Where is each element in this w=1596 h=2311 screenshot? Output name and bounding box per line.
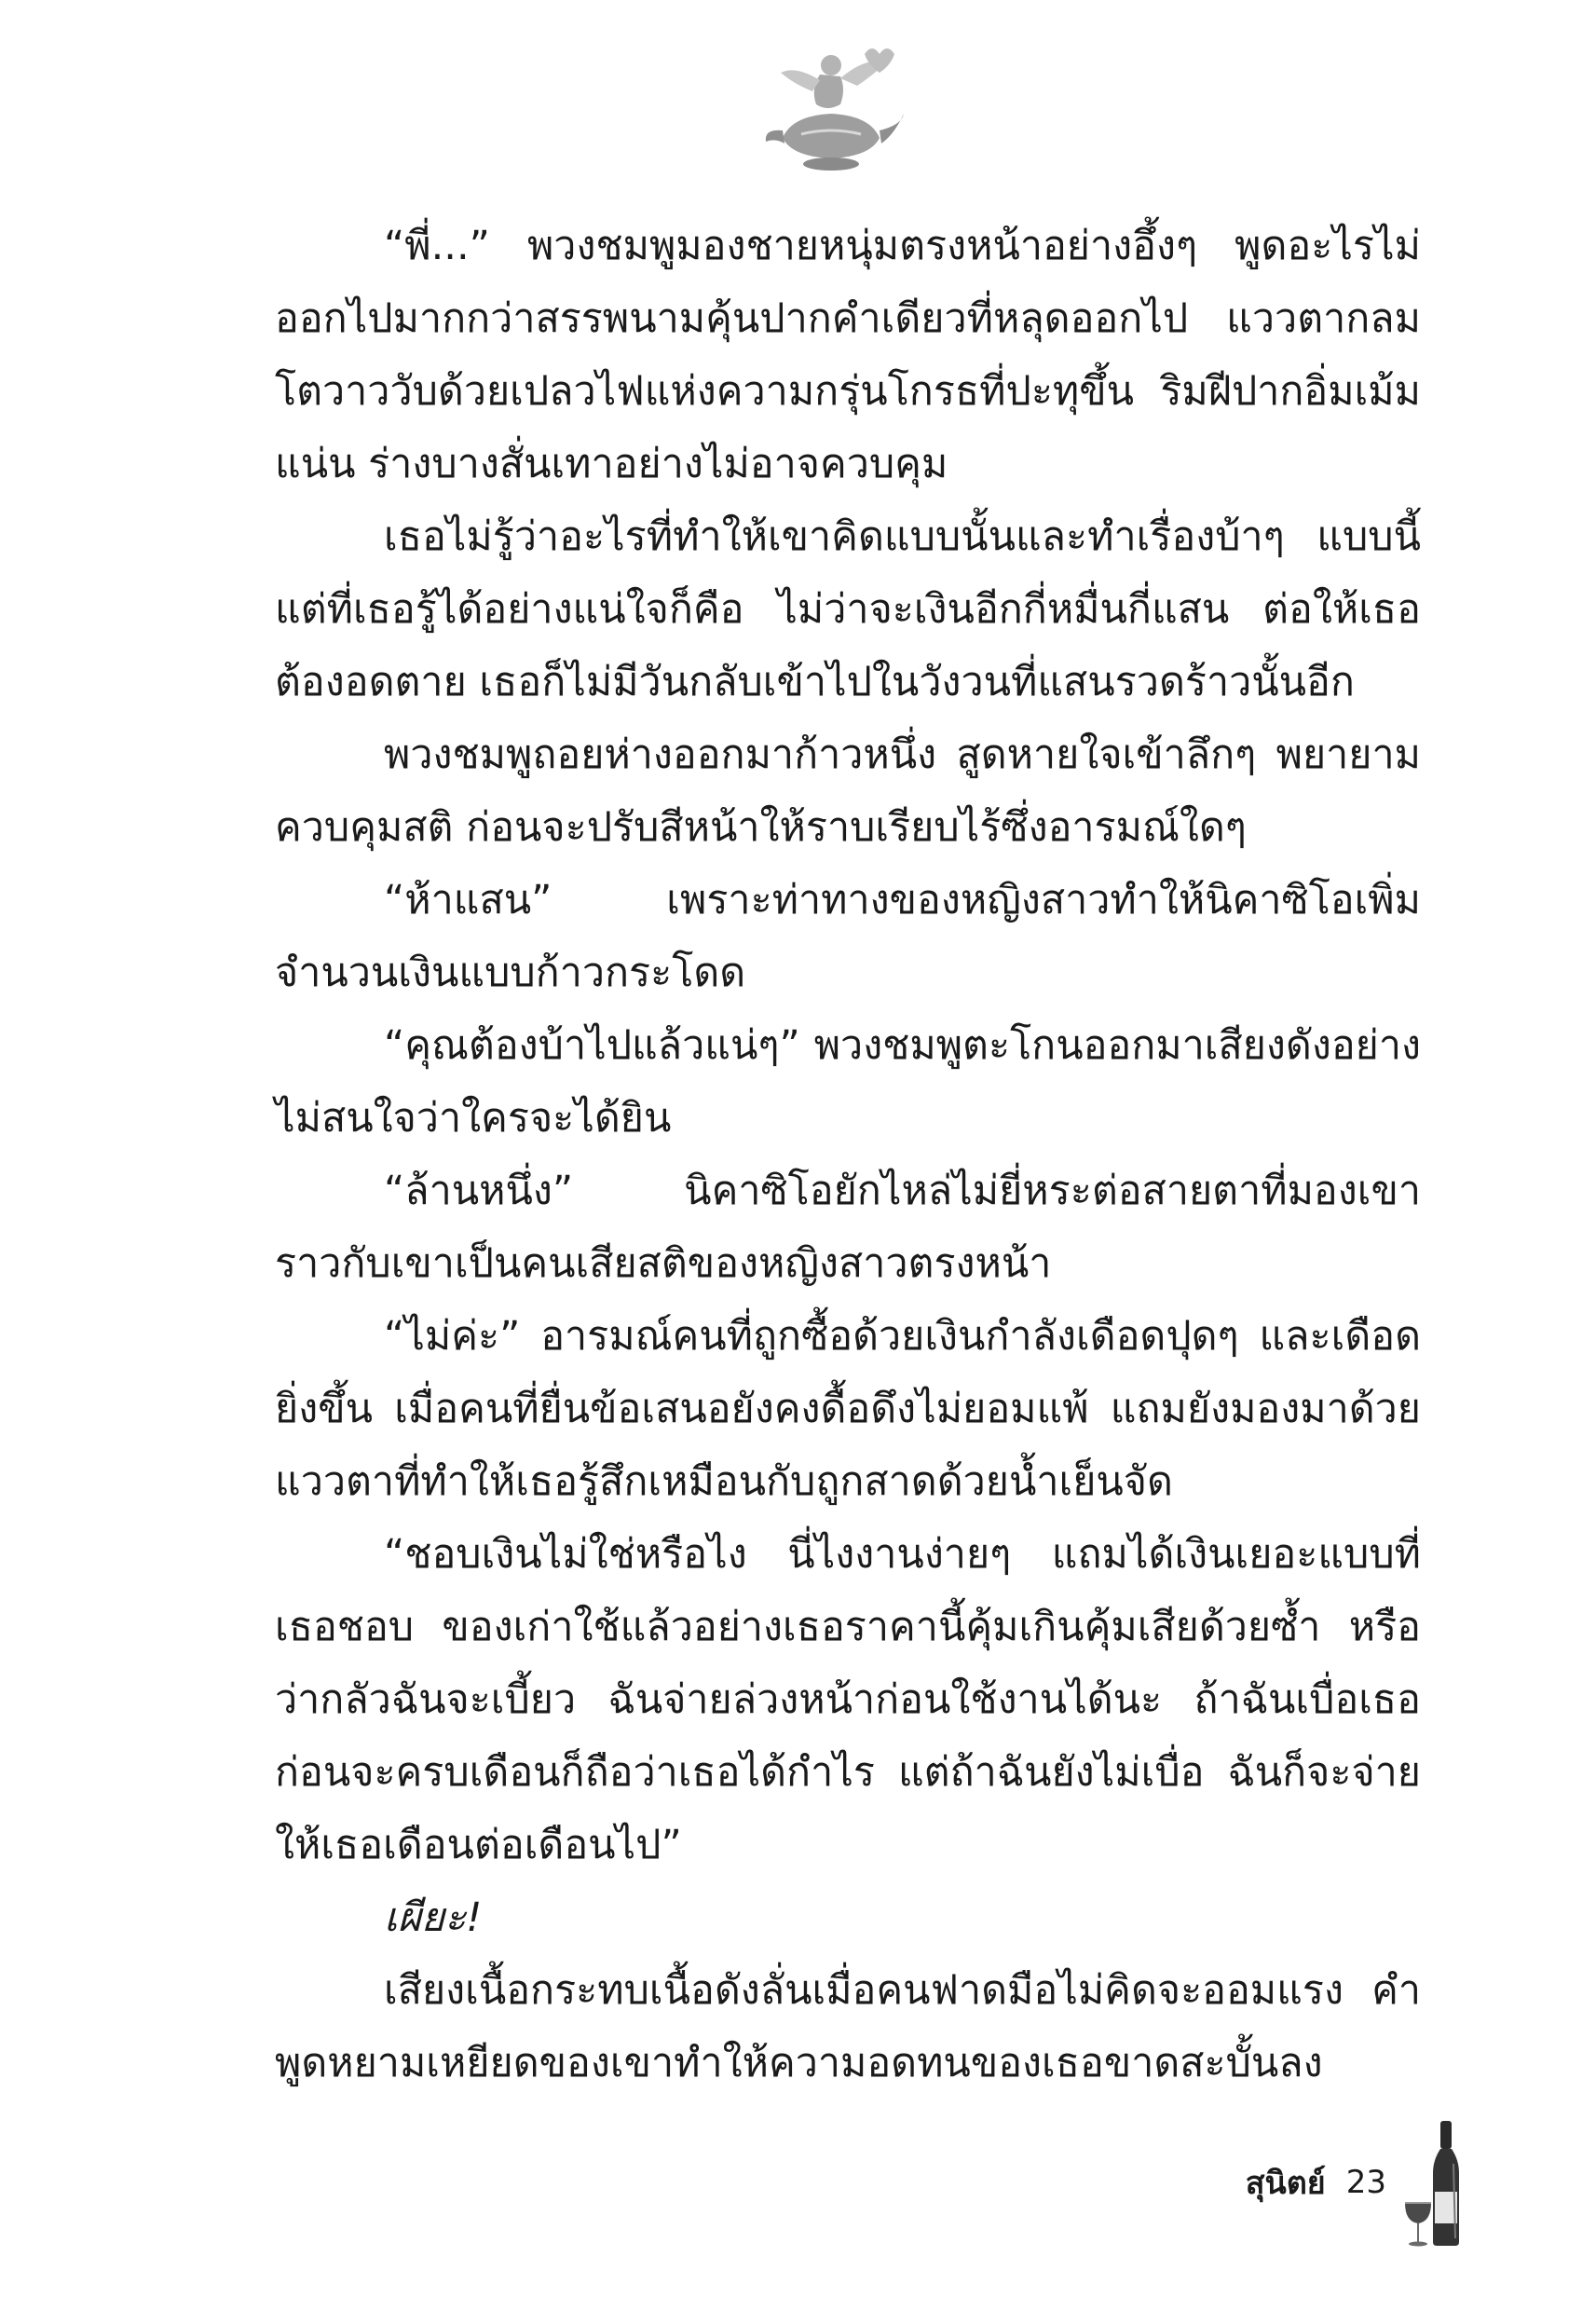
paragraph: “ไม่ค่ะ” อารมณ์คนที่ถูกซื้อด้วยเงินกำลังเดือดปุดๆ และเดือดยิ่งขึ้น เมื่อคนที่ยื่นข้อเสนอยังคงดื้อดึงไม่ยอมแพ้ แถมยังมองมาด้วยแววตาที่ทำให้เธอรู้สึกเหมือนกับถูกสาดด้วยน้ำเย็นจัด — [275, 1313, 1421, 1505]
paragraph: “พี่...” พวงชมพูมองชายหนุ่มตรงหน้าอย่างอึ้งๆ พูดอะไรไม่ออกไปมากกว่าสรรพนามคุ้นปากคำเดียวที่หลุดออกไป แววตากลมโตวาววับด้วยเปลวไฟแห่งความกรุ่นโกรธที่ปะทุขึ้น ริมฝีปากอิ่มเม้มแน่น ร่างบางสั่นเทาอย่างไม่อาจควบคุม — [275, 223, 1421, 487]
page-footer — [1246, 2154, 1386, 2210]
angel-teapot-ornament-icon — [755, 37, 913, 177]
paragraph: เธอไม่รู้ว่าอะไรที่ทำให้เขาคิดแบบนั้นและทำเรื่องบ้าๆ แบบนี้ แต่ที่เธอรู้ได้อย่างแน่ใจก็คือ ไม่ว่าจะเงินอีกกี่หมื่นกี่แสน ต่อให้เธอต้องอดตาย เธอก็ไม่มีวันกลับเข้าไปในวังวนที่แสนรวดร้าวนั้นอีก — [275, 513, 1421, 705]
paragraph: พวงชมพูถอยห่างออกมาก้าวหนึ่ง สูดหายใจเข้าลึกๆ พยายามควบคุมสติ ก่อนจะปรับสีหน้าให้ราบเรียบไร้ซึ่งอารมณ์ใดๆ — [275, 732, 1421, 851]
sound-effect-paragraph: เผียะ! — [384, 1894, 483, 1941]
paragraph: เสียงเนื้อกระทบเนื้อดังลั่นเมื่อคนฟาดมือไม่คิดจะออมแรง คำพูดหยามเหยียดของเขาทำให้ความอดทนของเธอขาดสะบั้นลง — [275, 1967, 1421, 2086]
story-text — [275, 210, 1421, 2099]
paragraph: “ชอบเงินไม่ใช่หรือไง นี่ไงงานง่ายๆ แถมได้เงินเยอะแบบที่เธอชอบ ของเก่าใช้แล้วอย่างเธอราคานี้คุ้มเกินคุ้มเสียด้วยซ้ำ หรือว่ากลัวฉันจะเบี้ยว ฉันจ่ายล่วงหน้าก่อนใช้งานได้นะ ถ้าฉันเบื่อเธอก่อนจะครบเดือนก็ถือว่าเธอได้กำไร แต่ถ้าฉันยังไม่เบื่อ ฉันก็จะจ่ายให้เธอเดือนต่อเดือนไป” — [275, 1531, 1421, 1868]
paragraph: “ห้าแสน” เพราะท่าทางของหญิงสาวทำให้นิคาซิโอเพิ่มจำนวนเงินแบบก้าวกระโดด — [275, 877, 1421, 996]
footer-book-title: สุนิตย์ — [1245, 2165, 1326, 2202]
paragraph: “คุณต้องบ้าไปแล้วแน่ๆ” พวงชมพูตะโกนออกมาเสียงดังอย่างไม่สนใจว่าใครจะได้ยิน — [275, 1022, 1421, 1142]
paragraph: “ล้านหนึ่ง” นิคาซิโอยักไหล่ไม่ยี่หระต่อสายตาที่มองเขาราวกับเขาเป็นคนเสียสติของหญิงสาวตรงหน้า — [275, 1168, 1421, 1287]
wine-bottle-glass-icon — [1399, 2117, 1474, 2248]
page-number: 23 — [1345, 2164, 1386, 2201]
